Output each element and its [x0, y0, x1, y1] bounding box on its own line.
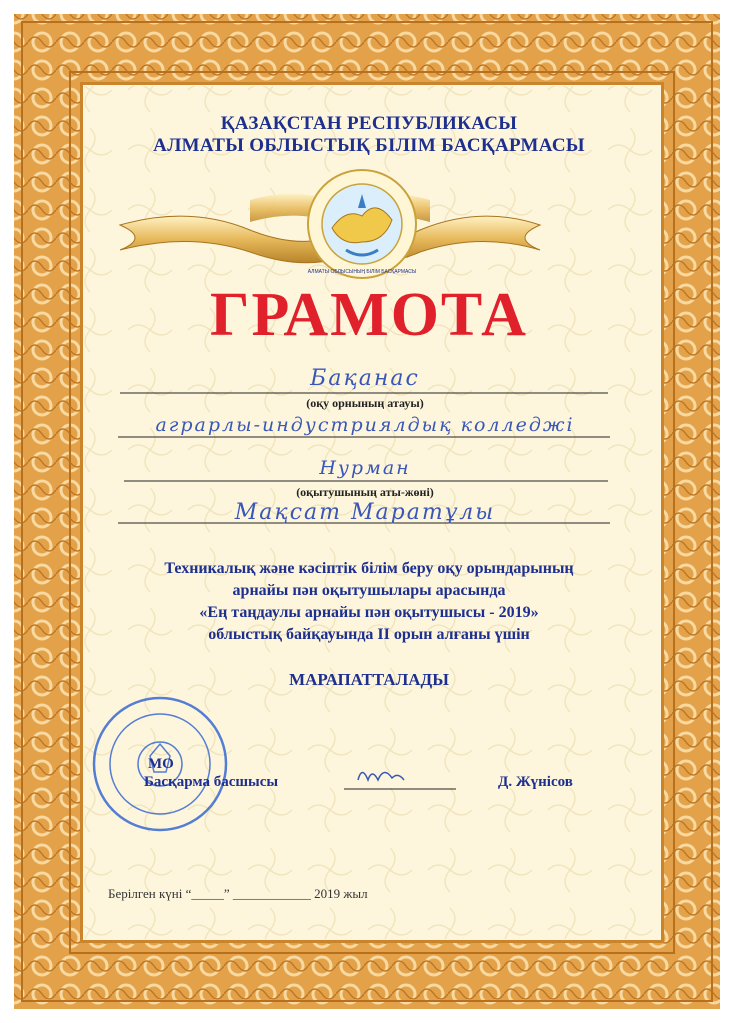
header-line-1: ҚАЗАҚСТАН РЕСПУБЛИКАСЫ — [220, 113, 518, 134]
mo-label: МО — [148, 756, 174, 772]
body-line-4: облыстық байқауында II орын алғаны үшін — [208, 626, 530, 643]
teacher-handwritten-2: Мақсат Маратұлы — [234, 500, 496, 525]
teacher-caption: (оқытушының аты-жөні) — [296, 485, 434, 499]
signer-role: Басқарма басшысы — [144, 774, 279, 790]
signer-name: Д. Жүнісов — [498, 774, 573, 790]
school-handwritten-2: аграрлы-индустриялдық колледжі — [155, 414, 575, 436]
body-line-2: арнайы пән оқытушылары арасында — [232, 582, 506, 599]
body-line-1: Техникалық және кәсіптік білім беру оқу орындарының — [164, 560, 574, 577]
header-line-2: АЛМАТЫ ОБЛЫСТЫҚ БІЛІМ БАСҚАРМАСЫ — [153, 135, 585, 156]
issued-date: Берілген күні “_____” ____________ 2019 жыл — [108, 886, 368, 901]
awarded-text: МАРАПАТТАЛАДЫ — [289, 670, 449, 689]
body-line-3: «Ең таңдаулы арнайы пән оқытушысы - 2019» — [199, 604, 539, 621]
school-handwritten-1: Бақанас — [310, 366, 420, 391]
school-caption: (оқу орнының атауы) — [306, 396, 424, 410]
emblem-ring-text: АЛМАТЫ ОБЛЫСЫНЫҢ БІЛІМ БАСҚАРМАСЫ — [307, 269, 417, 275]
certificate-title: ГРАМОТА — [210, 281, 528, 349]
teacher-handwritten-1: Нурман — [319, 457, 411, 479]
